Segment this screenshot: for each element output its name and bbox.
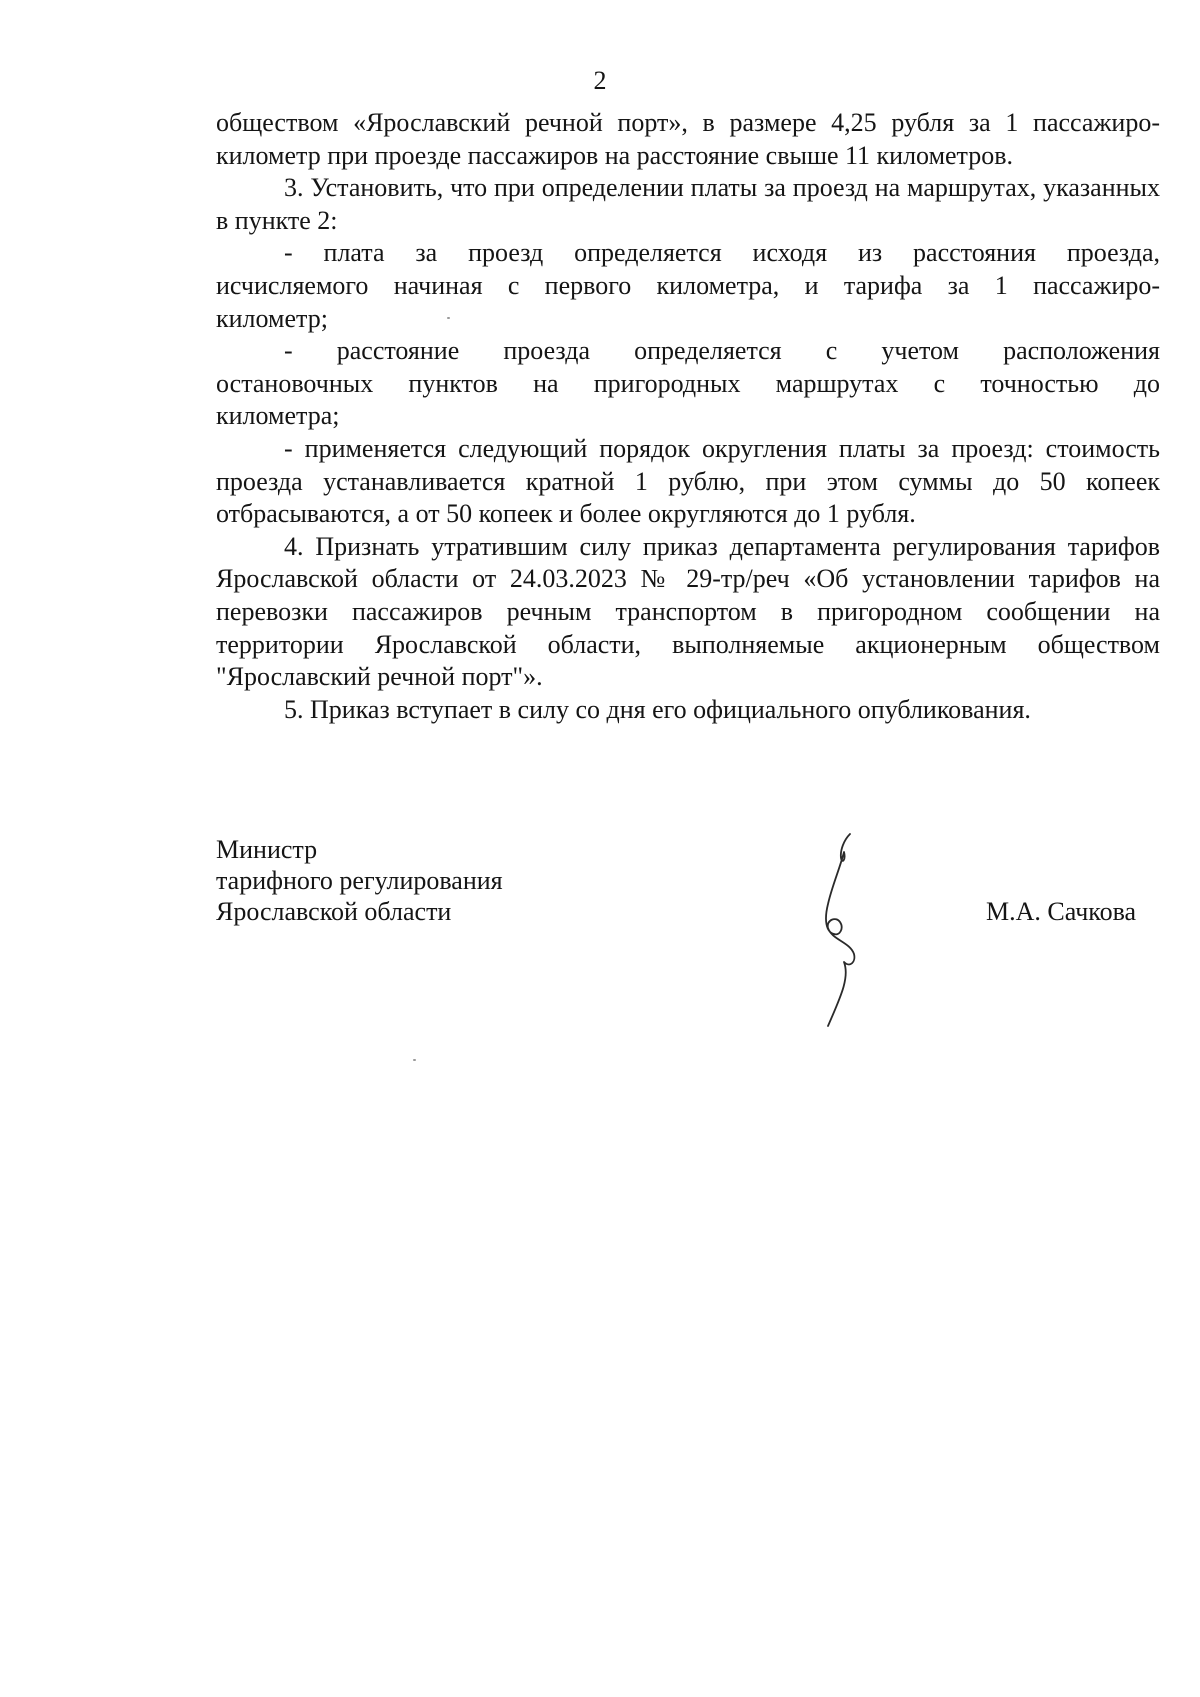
paragraph-continuation: обществом «Ярославский речной порт», в размере 4,25 рубля за 1 пассажиро-километр при проезде пассажиров на расстояние свыше 11 километров. [216,108,1160,170]
signatory-title-line: Министр [216,835,318,864]
paragraph-subitem-distance: - расстояние проезда определяется с учетом расположения остановочных пунктов на пригородных маршрутах с точностью до километра; [216,336,1160,431]
page-number: 2 [593,66,607,95]
scan-speck [447,317,450,319]
paragraph-item-3: 3. Установить, что при определении платы за проезд на маршрутах, указанных в пункте 2: [216,173,1160,235]
handwritten-signature [810,828,882,1028]
signatory-title-line: тарифного регулирования [216,866,503,895]
document-body [216,107,1160,726]
scan-speck [413,1059,416,1061]
paragraph-subitem-rounding: - применяется следующий порядок округления платы за проезд: стоимость проезда устанавливается кратной 1 рублю, при этом суммы до 50 копеек отбрасываются, а от 50 копеек и более округляются до 1 рубля. [216,433,1160,529]
paragraph-subitem-fare: - плата за проезд определяется исходя из расстояния проезда, исчисляемого начиная с первого километра, и тарифа за 1 пассажиро-километр; [216,238,1160,333]
paragraph-item-5: 5. Приказ вступает в силу со дня его официального опубликования. [284,694,1031,724]
paragraph-item-4: 4. Признать утратившим силу приказ департамента регулирования тарифов Ярославской области от 24.03.2023 № 29-тр/реч «Об установлении тарифов на перевозки пассажиров речным транспортом в пригородном сообщении на территории Ярославской области, выполняемые акционерным обществом "Ярославский речной порт"». [216,531,1160,692]
signatory-title-line: Ярославской области [216,897,452,926]
signatory-title [216,834,503,927]
signatory-name: М.А. Сачкова [986,897,1137,926]
